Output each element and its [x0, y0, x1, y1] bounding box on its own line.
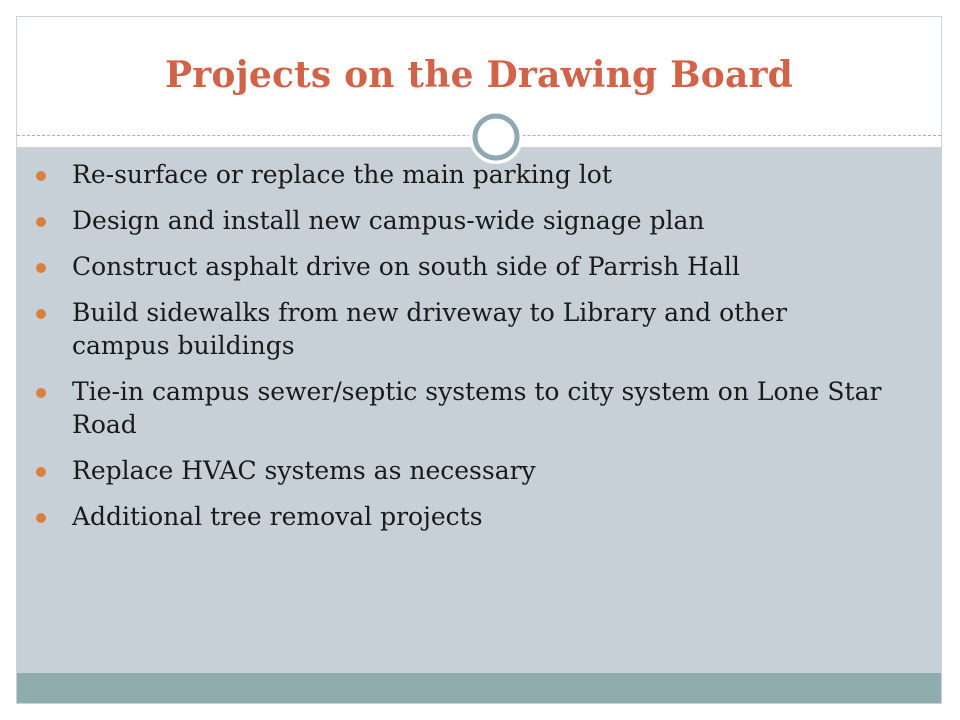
list-item-text: Re-surface or replace the main parking lot: [72, 160, 612, 189]
bullet-dot-icon: [36, 467, 46, 477]
list-item-text: Design and install new campus-wide signage plan: [72, 206, 705, 235]
list-item-text: Tie-in campus sewer/septic systems to city system on Lone Star Road: [72, 377, 882, 439]
list-item: [52, 500, 892, 533]
list-item-text: Build sidewalks from new driveway to Library and other campus buildings: [72, 298, 788, 360]
slide-title: Projects on the Drawing Board: [164, 54, 794, 96]
bullet-list: [52, 158, 892, 546]
list-item: [52, 375, 892, 441]
bullet-dot-icon: [36, 388, 46, 398]
bullet-dot-icon: [36, 513, 46, 523]
list-item-text: Additional tree removal projects: [72, 502, 483, 531]
list-item: [52, 204, 892, 237]
bullet-dot-icon: [36, 171, 46, 181]
bullet-dot-icon: [36, 263, 46, 273]
list-item: [52, 158, 892, 191]
bullet-dot-icon: [36, 309, 46, 319]
list-item: [52, 454, 892, 487]
bullet-dot-icon: [36, 217, 46, 227]
list-item: [52, 296, 892, 362]
list-item: [52, 250, 892, 283]
list-item-text: Replace HVAC systems as necessary: [72, 456, 536, 485]
bottom-band: [17, 673, 941, 703]
list-item-text: Construct asphalt drive on south side of Parrish Hall: [72, 252, 740, 281]
